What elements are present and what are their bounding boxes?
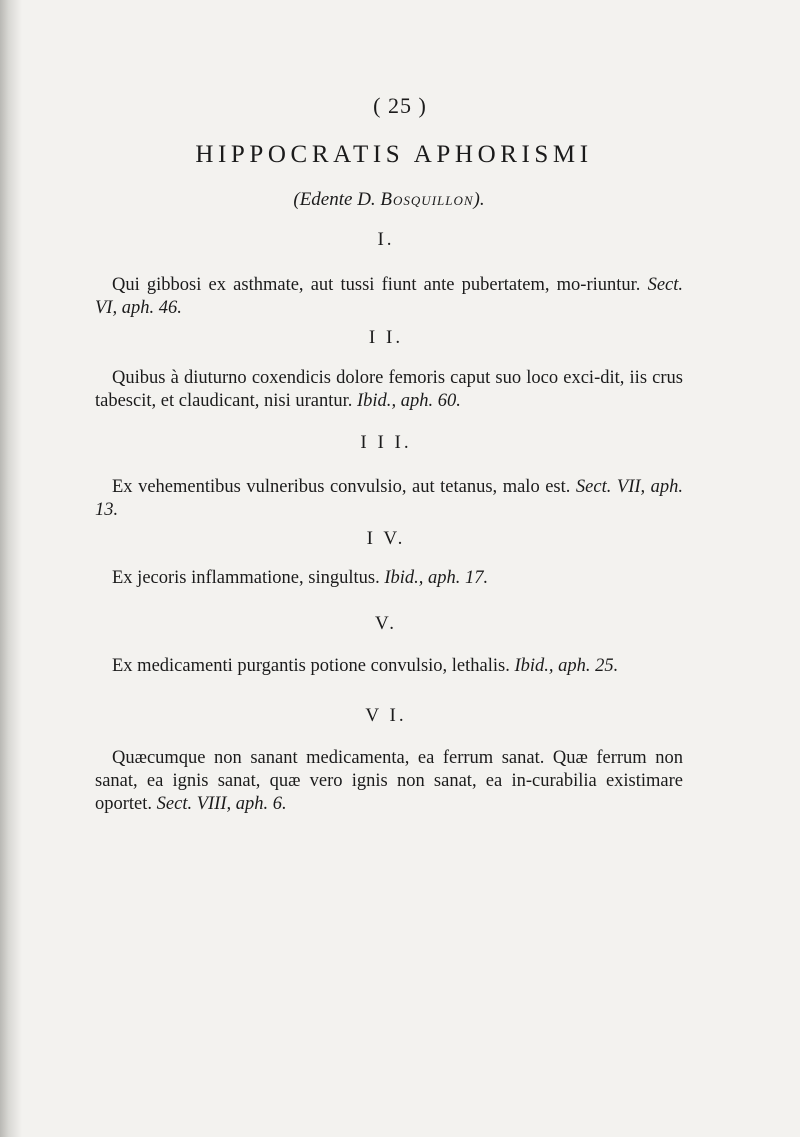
- aphorism-numeral: V I.: [365, 705, 407, 726]
- aphorism-numeral: I.: [377, 229, 395, 250]
- aphorism-numeral: V.: [374, 613, 398, 634]
- aphorism-ref-aph: , aph. 60.: [391, 391, 461, 411]
- page-title: HIPPOCRATIS APHORISMI: [195, 141, 593, 168]
- aphorism-text: [95, 567, 683, 590]
- aphorism-body: Quibus à diuturno coxendicis dolore femoris caput suo loco exci-dit, iis crus tabescit, et claudicant, nisi urantur.: [95, 368, 683, 411]
- aphorism-ref-number: VI: [95, 298, 113, 318]
- aphorism-body: Quæcumque non sanant medicamenta, ea ferrum sanat. Quæ ferrum non sanat, ea ignis sanat, quæ vero ignis non sanat, ea in-curabilia existimare oportet.: [95, 748, 683, 814]
- page-subtitle: [0, 189, 778, 211]
- aphorism-ref-section: Sect.: [156, 794, 193, 814]
- aphorism-body: Ex medicamenti purgantis potione convulsio, lethalis.: [112, 656, 510, 676]
- aphorism-text: [95, 476, 683, 522]
- aphorism-body: Qui gibbosi ex asthmate, aut tussi fiunt ante pubertatem, mo-riuntur.: [112, 275, 641, 295]
- aphorism-text: [95, 747, 683, 816]
- aphorism-numeral: I V.: [366, 528, 406, 549]
- aphorism-ref-section: Ibid.: [357, 391, 392, 411]
- subtitle-editor-name: Bosquillon: [380, 189, 474, 210]
- aphorism-body: Ex vehementibus vulneribus convulsio, aut tetanus, malo est.: [112, 477, 571, 497]
- aphorism-text: [95, 367, 683, 413]
- page-number: ( 25 ): [373, 93, 427, 118]
- subtitle-editor-label: Edente D.: [299, 189, 376, 210]
- aphorism-text: [95, 655, 683, 678]
- aphorism-ref-number: VIII: [196, 794, 227, 814]
- aphorism-body: Ex jecoris inflammatione, singultus.: [112, 568, 380, 588]
- aphorism-ref-section: Ibid.: [384, 568, 419, 588]
- aphorism-ref-section: Sect.: [575, 477, 612, 497]
- aphorism-ref-aph: , aph. 17.: [418, 568, 489, 588]
- aphorism-ref-aph: , aph. 13.: [95, 477, 684, 520]
- aphorism-numeral: I I I.: [360, 432, 412, 453]
- subtitle-open: (: [293, 189, 300, 210]
- aphorism-ref-number: VII: [616, 477, 641, 497]
- aphorism-numeral: I I.: [368, 327, 404, 348]
- page-edge-shadow: [0, 0, 22, 1137]
- aphorism-ref-section: Ibid.: [514, 656, 549, 676]
- aphorism-ref-aph: , aph. 25.: [548, 656, 619, 676]
- aphorism-text: [95, 274, 683, 320]
- aphorism-ref-aph: , aph. 46.: [112, 298, 182, 318]
- aphorism-ref-section: Sect.: [647, 275, 684, 295]
- subtitle-close: ).: [473, 189, 485, 210]
- aphorism-ref-aph: , aph. 6.: [226, 794, 287, 814]
